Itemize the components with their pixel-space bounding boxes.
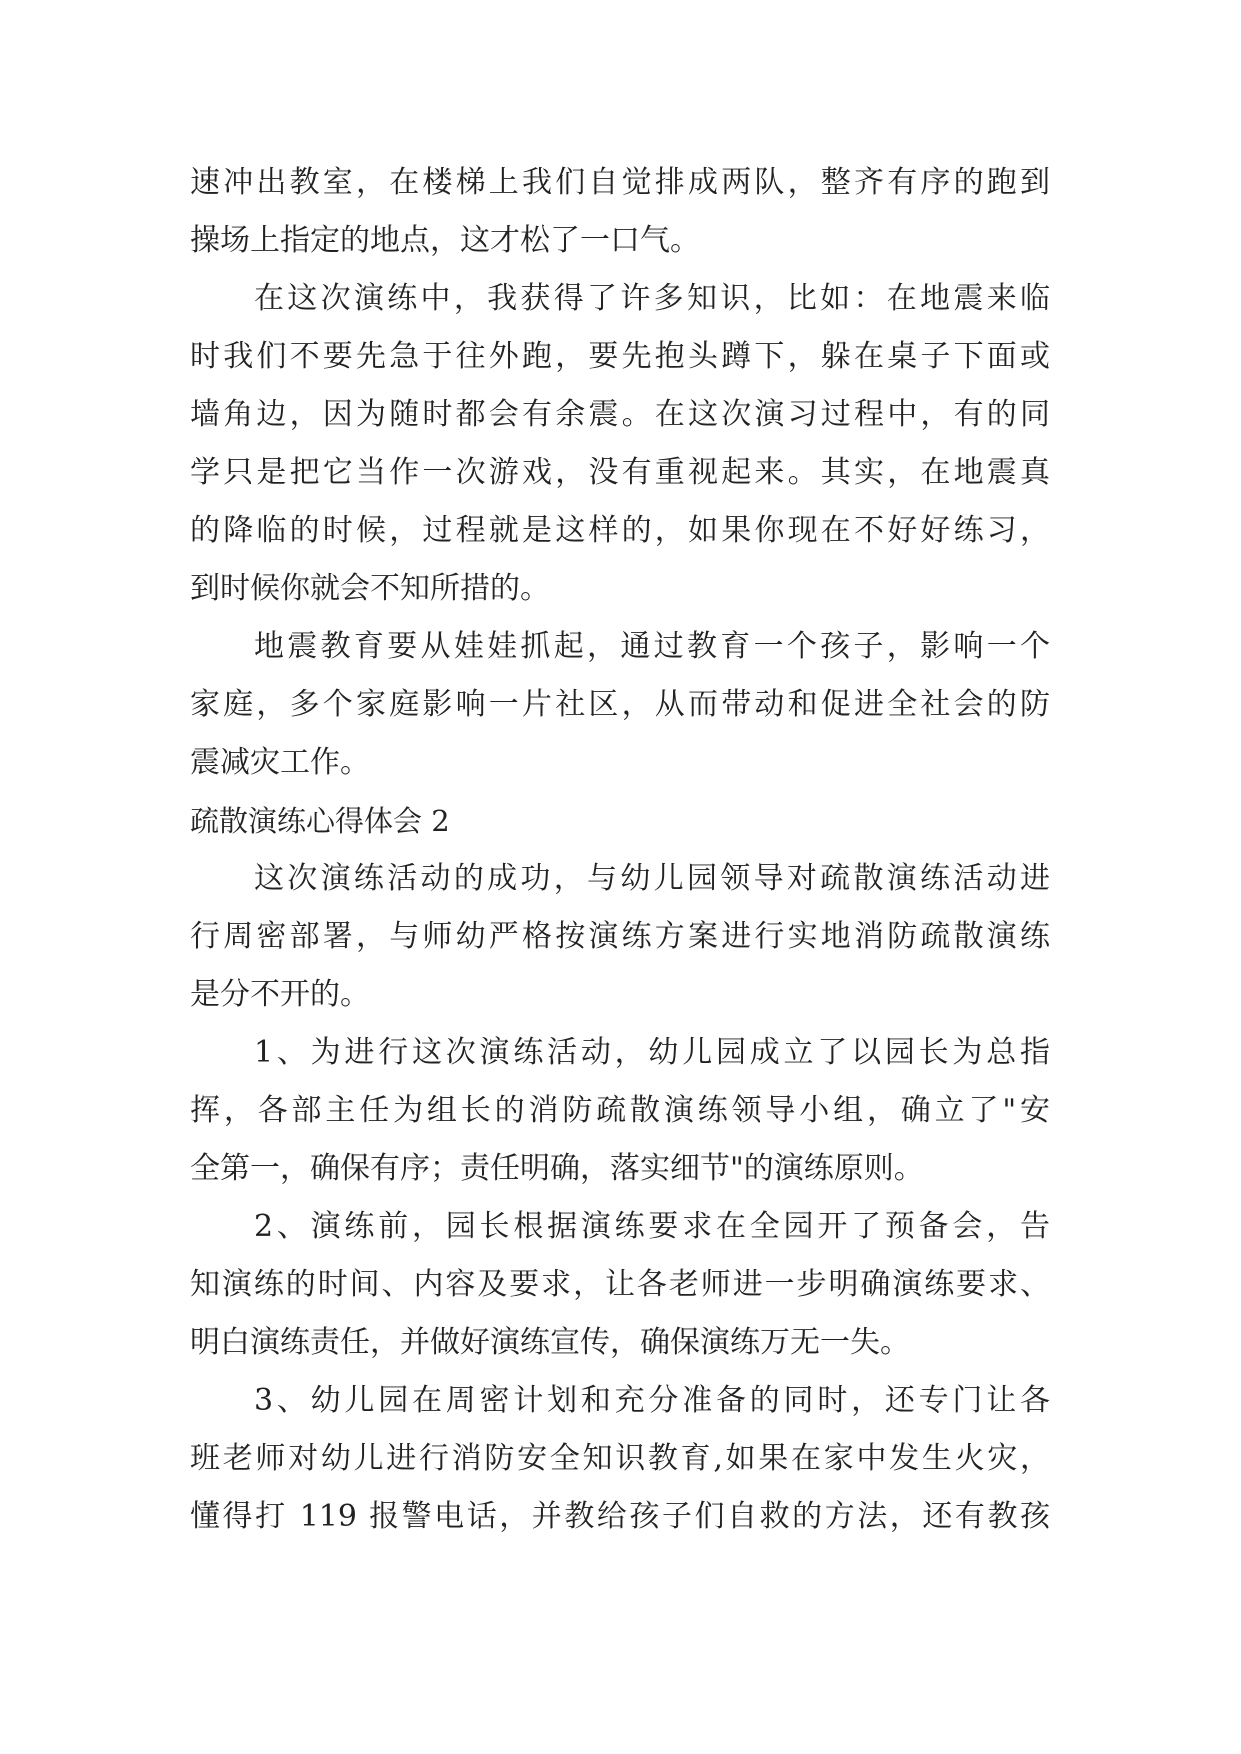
section-heading: 疏散演练心得体会 2 bbox=[190, 804, 450, 838]
text-line: 到时候你就会不知所措的。 bbox=[190, 571, 550, 606]
text-line: 2、演练前，园长根据演练要求在全园开了预备会，告 bbox=[254, 1209, 1050, 1244]
text-line: 这次演练活动的成功，与幼儿园领导对疏散演练活动进 bbox=[254, 861, 1050, 896]
paragraph bbox=[190, 270, 1050, 618]
text-line: 速冲出教室，在楼梯上我们自觉排成两队，整齐有序的跑到 bbox=[190, 165, 1050, 200]
text-line: 1、为进行这次演练活动，幼儿园成立了以园长为总指 bbox=[254, 1035, 1050, 1070]
text-line: 时我们不要先急于往外跑，要先抱头蹲下，躲在桌子下面或 bbox=[190, 339, 1050, 374]
paragraph bbox=[190, 1024, 1050, 1198]
text-line: 挥，各部主任为组长的消防疏散演练领导小组，确立了"安 bbox=[190, 1093, 1050, 1128]
text-line: 知演练的时间、内容及要求，让各老师进一步明确演练要求、 bbox=[190, 1267, 1050, 1302]
text-line: 的降临的时候，过程就是这样的，如果你现在不好好练习， bbox=[190, 513, 1050, 548]
paragraph bbox=[190, 1198, 1050, 1372]
paragraph bbox=[190, 618, 1050, 792]
paragraph bbox=[190, 1372, 1050, 1546]
text-line: 是分不开的。 bbox=[190, 977, 370, 1012]
text-line: 行周密部署，与师幼严格按演练方案进行实地消防疏散演练 bbox=[190, 919, 1050, 954]
paragraph bbox=[190, 154, 1050, 270]
text-line: 全第一，确保有序；责任明确，落实细节"的演练原则。 bbox=[190, 1151, 924, 1186]
text-line: 明白演练责任，并做好演练宣传，确保演练万无一失。 bbox=[190, 1325, 910, 1360]
document-body bbox=[190, 154, 1050, 1546]
paragraph bbox=[190, 850, 1050, 1024]
text-line: 地震教育要从娃娃抓起，通过教育一个孩子，影响一个 bbox=[254, 629, 1050, 664]
text-line: 学只是把它当作一次游戏，没有重视起来。其实，在地震真 bbox=[190, 455, 1050, 490]
text-line: 在这次演练中，我获得了许多知识，比如：在地震来临 bbox=[254, 281, 1050, 316]
text-line: 懂得打 119 报警电话，并教给孩子们自救的方法，还有教孩 bbox=[190, 1499, 1050, 1534]
text-line: 震减灾工作。 bbox=[190, 745, 370, 780]
text-line: 家庭，多个家庭影响一片社区，从而带动和促进全社会的防 bbox=[190, 687, 1050, 722]
text-line: 操场上指定的地点，这才松了一口气。 bbox=[190, 223, 700, 258]
text-line: 3、幼儿园在周密计划和充分准备的同时，还专门让各 bbox=[254, 1383, 1050, 1418]
text-line: 班老师对幼儿进行消防安全知识教育,如果在家中发生火灾， bbox=[190, 1441, 1050, 1476]
text-line: 墙角边，因为随时都会有余震。在这次演习过程中，有的同 bbox=[190, 397, 1050, 432]
